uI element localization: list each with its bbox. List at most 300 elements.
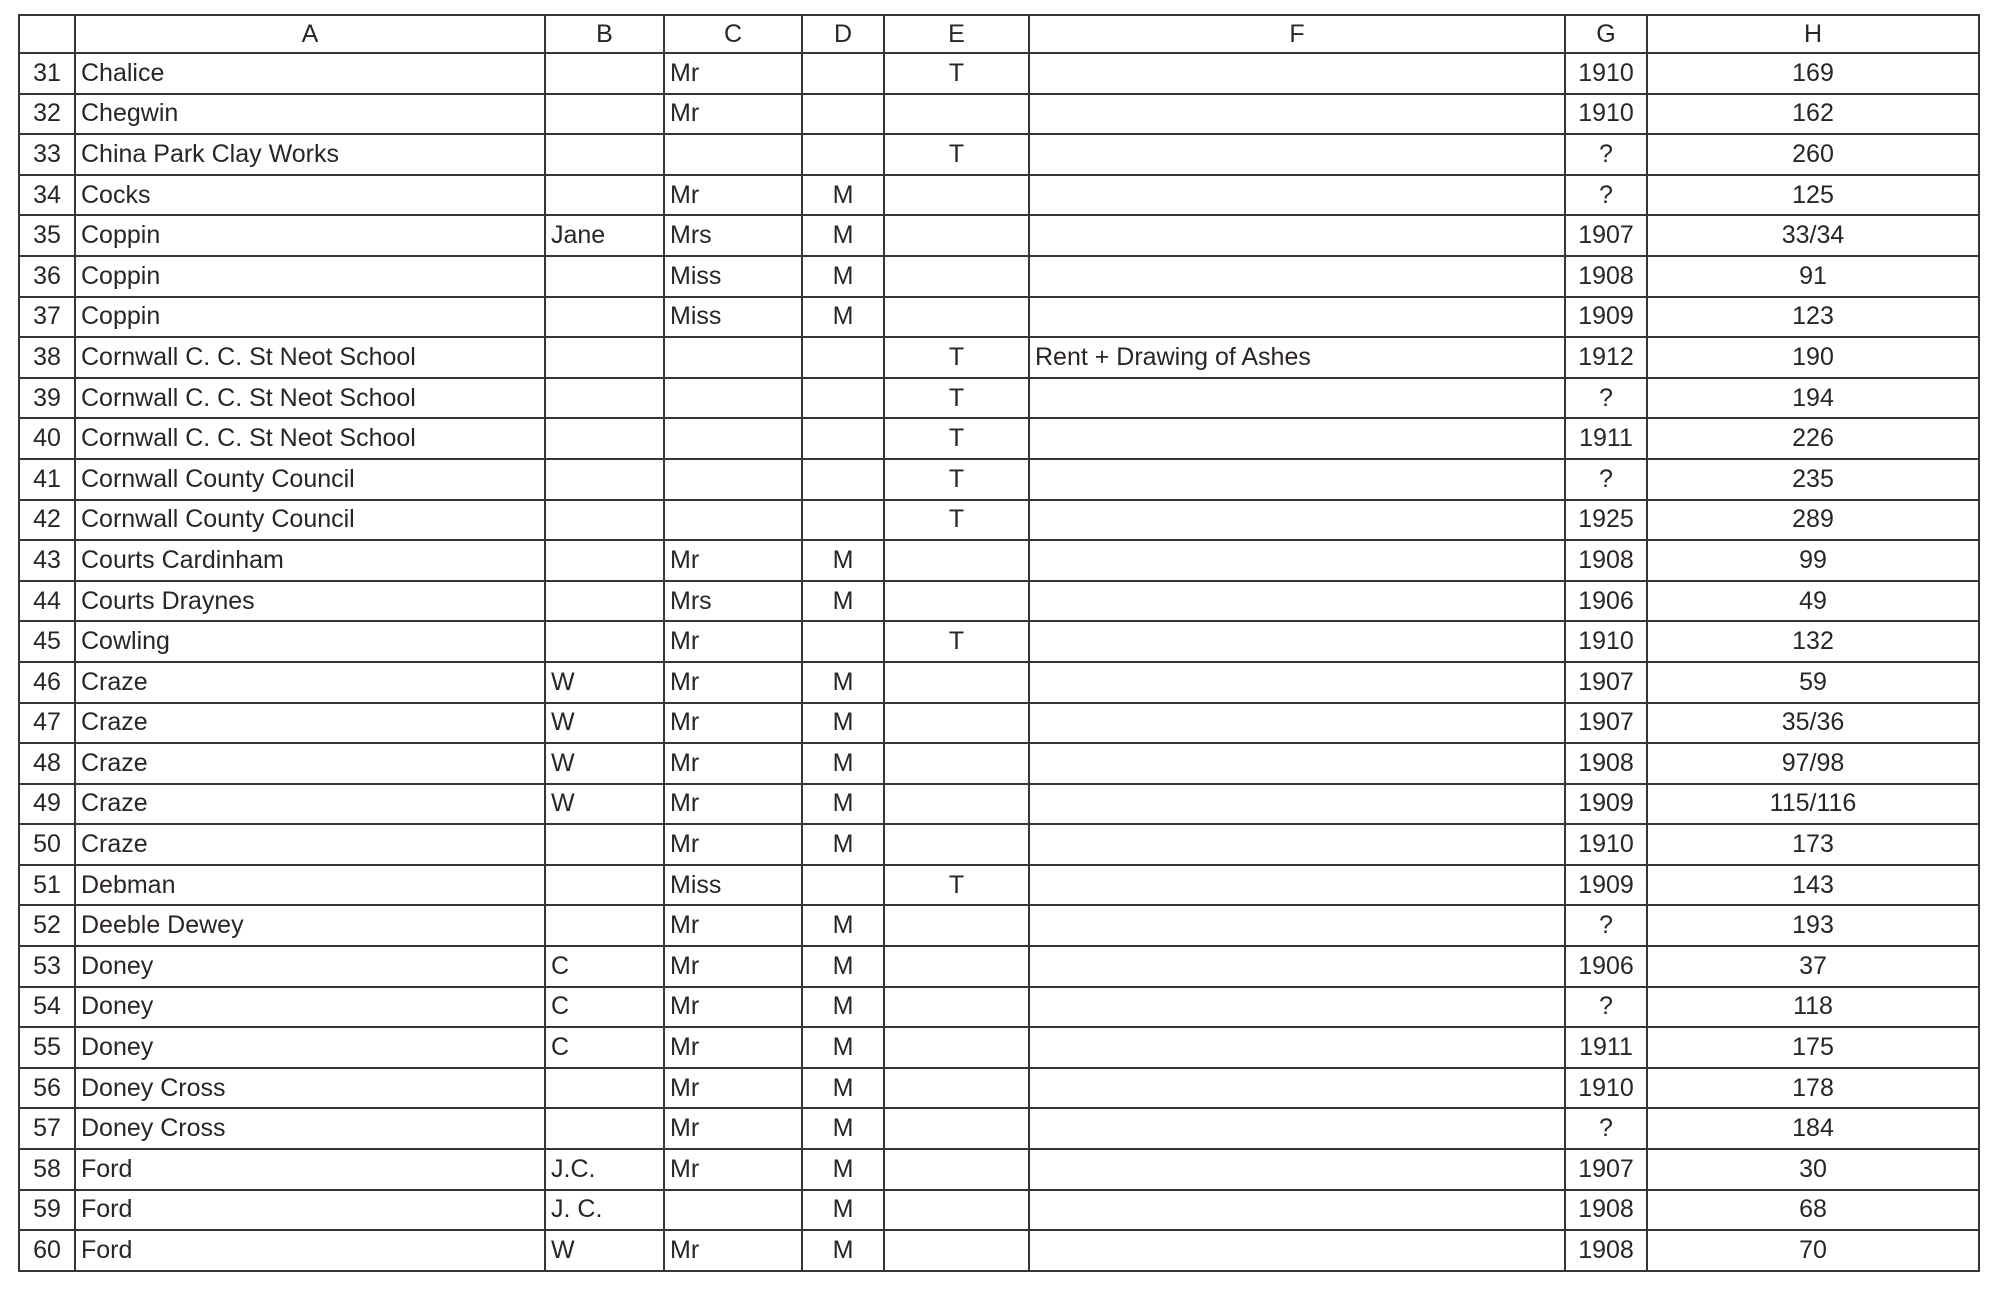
table-row: [19, 1108, 1979, 1149]
cell-b[interactable]: [545, 53, 664, 94]
cell-f[interactable]: [1029, 418, 1565, 459]
cell-a[interactable]: China Park Clay Works: [75, 134, 545, 175]
cell-g[interactable]: 1910: [1565, 824, 1647, 865]
cell-c[interactable]: [664, 337, 802, 378]
cell-d[interactable]: [802, 621, 884, 662]
cell-b[interactable]: W: [545, 784, 664, 825]
table-row: [19, 500, 1979, 541]
cell-c[interactable]: Mr: [664, 703, 802, 744]
cell-f[interactable]: [1029, 1190, 1565, 1231]
cell-g[interactable]: 1908: [1565, 743, 1647, 784]
table-row: [19, 987, 1979, 1028]
cell-b[interactable]: [545, 540, 664, 581]
cell-f[interactable]: [1029, 94, 1565, 135]
cell-f[interactable]: [1029, 297, 1565, 338]
cell-e[interactable]: T: [884, 418, 1029, 459]
cell-c[interactable]: Mr: [664, 946, 802, 987]
cell-g[interactable]: 1912: [1565, 337, 1647, 378]
cell-a[interactable]: Doney: [75, 946, 545, 987]
cell-e[interactable]: [884, 946, 1029, 987]
column-header-f[interactable]: F: [1029, 15, 1565, 53]
cell-d[interactable]: M: [802, 784, 884, 825]
cell-g[interactable]: ?: [1565, 134, 1647, 175]
cell-d[interactable]: [802, 418, 884, 459]
cell-d[interactable]: M: [802, 1027, 884, 1068]
cell-b[interactable]: [545, 256, 664, 297]
row-number[interactable]: 46: [19, 662, 75, 703]
cell-d[interactable]: [802, 378, 884, 419]
cell-d[interactable]: M: [802, 175, 884, 216]
cell-h[interactable]: 194: [1647, 378, 1979, 419]
spreadsheet-table: [18, 14, 1980, 1272]
cell-f[interactable]: Rent + Drawing of Ashes: [1029, 337, 1565, 378]
cell-h[interactable]: 289: [1647, 500, 1979, 541]
cell-f[interactable]: [1029, 905, 1565, 946]
cell-h[interactable]: 184: [1647, 1108, 1979, 1149]
cell-b[interactable]: Jane: [545, 215, 664, 256]
cell-b[interactable]: [545, 621, 664, 662]
cell-e[interactable]: T: [884, 459, 1029, 500]
cell-d[interactable]: [802, 459, 884, 500]
cell-g[interactable]: 1908: [1565, 256, 1647, 297]
cell-b[interactable]: [545, 134, 664, 175]
cell-d[interactable]: M: [802, 743, 884, 784]
cell-b[interactable]: [545, 824, 664, 865]
cell-a[interactable]: Cowling: [75, 621, 545, 662]
table-row: [19, 905, 1979, 946]
table-row: [19, 743, 1979, 784]
cell-e[interactable]: [884, 215, 1029, 256]
cell-d[interactable]: [802, 337, 884, 378]
cell-d[interactable]: M: [802, 215, 884, 256]
cell-e[interactable]: [884, 1230, 1029, 1271]
cell-e[interactable]: [884, 662, 1029, 703]
cell-g[interactable]: 1910: [1565, 621, 1647, 662]
cell-b[interactable]: [545, 378, 664, 419]
cell-d[interactable]: M: [802, 662, 884, 703]
row-number[interactable]: 34: [19, 175, 75, 216]
table-row: [19, 1230, 1979, 1271]
cell-e[interactable]: [884, 1027, 1029, 1068]
table-row: [19, 1190, 1979, 1231]
cell-a[interactable]: Ford: [75, 1149, 545, 1190]
row-number[interactable]: 60: [19, 1230, 75, 1271]
cell-g[interactable]: 1908: [1565, 1230, 1647, 1271]
cell-e[interactable]: [884, 905, 1029, 946]
cell-g[interactable]: 1907: [1565, 662, 1647, 703]
cell-a[interactable]: Chegwin: [75, 94, 545, 135]
table-row: [19, 175, 1979, 216]
cell-e[interactable]: [884, 824, 1029, 865]
cell-d[interactable]: M: [802, 1190, 884, 1231]
cell-g[interactable]: 1908: [1565, 540, 1647, 581]
cell-g[interactable]: ?: [1565, 459, 1647, 500]
cell-d[interactable]: [802, 134, 884, 175]
row-number[interactable]: 53: [19, 946, 75, 987]
cell-a[interactable]: Courts Cardinham: [75, 540, 545, 581]
cell-c[interactable]: Mr: [664, 94, 802, 135]
row-number[interactable]: 49: [19, 784, 75, 825]
cell-h[interactable]: 173: [1647, 824, 1979, 865]
row-number[interactable]: 35: [19, 215, 75, 256]
cell-b[interactable]: [545, 459, 664, 500]
cell-f[interactable]: [1029, 1027, 1565, 1068]
cell-d[interactable]: M: [802, 1108, 884, 1149]
cell-f[interactable]: [1029, 1068, 1565, 1109]
table-row: [19, 1068, 1979, 1109]
column-header-c[interactable]: C: [664, 15, 802, 53]
cell-f[interactable]: [1029, 540, 1565, 581]
row-number[interactable]: 56: [19, 1068, 75, 1109]
cell-h[interactable]: 175: [1647, 1027, 1979, 1068]
column-header-b[interactable]: B: [545, 15, 664, 53]
cell-f[interactable]: [1029, 581, 1565, 622]
cell-f[interactable]: [1029, 784, 1565, 825]
cell-a[interactable]: Doney: [75, 1027, 545, 1068]
cell-h[interactable]: 91: [1647, 256, 1979, 297]
cell-e[interactable]: [884, 703, 1029, 744]
cell-d[interactable]: M: [802, 581, 884, 622]
cell-d[interactable]: M: [802, 1230, 884, 1271]
cell-f[interactable]: [1029, 256, 1565, 297]
row-number[interactable]: 32: [19, 94, 75, 135]
cell-c[interactable]: Miss: [664, 297, 802, 338]
column-header-row: [19, 15, 1979, 53]
cell-f[interactable]: [1029, 987, 1565, 1028]
cell-h[interactable]: 59: [1647, 662, 1979, 703]
row-number[interactable]: 43: [19, 540, 75, 581]
row-number[interactable]: 51: [19, 865, 75, 906]
cell-b[interactable]: W: [545, 662, 664, 703]
cell-c[interactable]: Mr: [664, 540, 802, 581]
row-number[interactable]: 31: [19, 53, 75, 94]
cell-g[interactable]: ?: [1565, 905, 1647, 946]
cell-c[interactable]: Mr: [664, 1027, 802, 1068]
cell-c[interactable]: Mr: [664, 905, 802, 946]
cell-d[interactable]: M: [802, 703, 884, 744]
cell-c[interactable]: Mr: [664, 1108, 802, 1149]
cell-d[interactable]: M: [802, 1149, 884, 1190]
cell-f[interactable]: [1029, 215, 1565, 256]
cell-b[interactable]: [545, 297, 664, 338]
cell-h[interactable]: 162: [1647, 94, 1979, 135]
cell-h[interactable]: 143: [1647, 865, 1979, 906]
corner-header[interactable]: [19, 15, 75, 53]
cell-a[interactable]: Doney Cross: [75, 1068, 545, 1109]
cell-e[interactable]: [884, 1149, 1029, 1190]
column-header-a[interactable]: A: [75, 15, 545, 53]
cell-f[interactable]: [1029, 946, 1565, 987]
cell-a[interactable]: Cornwall C. C. St Neot School: [75, 378, 545, 419]
cell-d[interactable]: [802, 94, 884, 135]
row-number[interactable]: 33: [19, 134, 75, 175]
cell-e[interactable]: [884, 540, 1029, 581]
cell-b[interactable]: [545, 581, 664, 622]
cell-h[interactable]: 49: [1647, 581, 1979, 622]
cell-a[interactable]: Doney: [75, 987, 545, 1028]
row-number[interactable]: 39: [19, 378, 75, 419]
cell-g[interactable]: 1907: [1565, 215, 1647, 256]
cell-e[interactable]: [884, 297, 1029, 338]
cell-g[interactable]: ?: [1565, 1108, 1647, 1149]
cell-h[interactable]: 193: [1647, 905, 1979, 946]
cell-a[interactable]: Cornwall C. C. St Neot School: [75, 418, 545, 459]
cell-f[interactable]: [1029, 134, 1565, 175]
cell-c[interactable]: Mr: [664, 53, 802, 94]
row-number[interactable]: 38: [19, 337, 75, 378]
cell-f[interactable]: [1029, 459, 1565, 500]
cell-c[interactable]: Mr: [664, 621, 802, 662]
cell-h[interactable]: 123: [1647, 297, 1979, 338]
cell-h[interactable]: 125: [1647, 175, 1979, 216]
cell-a[interactable]: Ford: [75, 1190, 545, 1231]
cell-d[interactable]: M: [802, 905, 884, 946]
cell-a[interactable]: Craze: [75, 703, 545, 744]
cell-g[interactable]: 1906: [1565, 581, 1647, 622]
cell-a[interactable]: Cocks: [75, 175, 545, 216]
cell-g[interactable]: 1911: [1565, 418, 1647, 459]
cell-c[interactable]: Mr: [664, 784, 802, 825]
cell-a[interactable]: Debman: [75, 865, 545, 906]
cell-f[interactable]: [1029, 1230, 1565, 1271]
row-number[interactable]: 50: [19, 824, 75, 865]
cell-c[interactable]: Miss: [664, 256, 802, 297]
cell-a[interactable]: Craze: [75, 662, 545, 703]
row-number[interactable]: 37: [19, 297, 75, 338]
cell-a[interactable]: Coppin: [75, 256, 545, 297]
cell-h[interactable]: 226: [1647, 418, 1979, 459]
cell-g[interactable]: 1907: [1565, 703, 1647, 744]
cell-c[interactable]: Mrs: [664, 581, 802, 622]
cell-d[interactable]: [802, 500, 884, 541]
cell-e[interactable]: [884, 175, 1029, 216]
cell-g[interactable]: ?: [1565, 378, 1647, 419]
cell-c[interactable]: Mr: [664, 1149, 802, 1190]
cell-c[interactable]: Mr: [664, 743, 802, 784]
cell-b[interactable]: [545, 500, 664, 541]
cell-e[interactable]: T: [884, 53, 1029, 94]
cell-b[interactable]: [545, 1068, 664, 1109]
column-header-g[interactable]: G: [1565, 15, 1647, 53]
table-row: [19, 784, 1979, 825]
cell-b[interactable]: J. C.: [545, 1190, 664, 1231]
cell-d[interactable]: [802, 53, 884, 94]
cell-a[interactable]: Craze: [75, 743, 545, 784]
cell-h[interactable]: 30: [1647, 1149, 1979, 1190]
cell-b[interactable]: [545, 94, 664, 135]
cell-c[interactable]: Mrs: [664, 215, 802, 256]
row-number[interactable]: 47: [19, 703, 75, 744]
cell-g[interactable]: 1910: [1565, 53, 1647, 94]
cell-b[interactable]: [545, 337, 664, 378]
row-number[interactable]: 54: [19, 987, 75, 1028]
cell-h[interactable]: 190: [1647, 337, 1979, 378]
row-number[interactable]: 55: [19, 1027, 75, 1068]
cell-b[interactable]: C: [545, 987, 664, 1028]
cell-h[interactable]: 97/98: [1647, 743, 1979, 784]
cell-h[interactable]: 35/36: [1647, 703, 1979, 744]
cell-c[interactable]: Mr: [664, 987, 802, 1028]
table-row: [19, 1149, 1979, 1190]
cell-e[interactable]: T: [884, 865, 1029, 906]
cell-b[interactable]: W: [545, 1230, 664, 1271]
cell-b[interactable]: [545, 865, 664, 906]
cell-c[interactable]: Mr: [664, 175, 802, 216]
cell-h[interactable]: 118: [1647, 987, 1979, 1028]
cell-f[interactable]: [1029, 53, 1565, 94]
row-number[interactable]: 52: [19, 905, 75, 946]
cell-e[interactable]: T: [884, 134, 1029, 175]
cell-d[interactable]: M: [802, 946, 884, 987]
cell-d[interactable]: M: [802, 824, 884, 865]
cell-c[interactable]: Mr: [664, 1230, 802, 1271]
cell-c[interactable]: [664, 418, 802, 459]
cell-g[interactable]: ?: [1565, 987, 1647, 1028]
cell-g[interactable]: 1908: [1565, 1190, 1647, 1231]
cell-c[interactable]: Miss: [664, 865, 802, 906]
cell-b[interactable]: C: [545, 946, 664, 987]
cell-d[interactable]: M: [802, 1068, 884, 1109]
cell-f[interactable]: [1029, 500, 1565, 541]
cell-f[interactable]: [1029, 662, 1565, 703]
cell-a[interactable]: Cornwall County Council: [75, 500, 545, 541]
sheet-body: [19, 53, 1979, 1271]
cell-e[interactable]: [884, 1068, 1029, 1109]
cell-a[interactable]: Craze: [75, 824, 545, 865]
row-number[interactable]: 40: [19, 418, 75, 459]
cell-h[interactable]: 169: [1647, 53, 1979, 94]
column-header-h[interactable]: H: [1647, 15, 1979, 53]
cell-f[interactable]: [1029, 621, 1565, 662]
cell-h[interactable]: 99: [1647, 540, 1979, 581]
cell-h[interactable]: 68: [1647, 1190, 1979, 1231]
cell-g[interactable]: 1909: [1565, 784, 1647, 825]
cell-h[interactable]: 33/34: [1647, 215, 1979, 256]
cell-a[interactable]: Coppin: [75, 215, 545, 256]
cell-g[interactable]: 1909: [1565, 865, 1647, 906]
cell-h[interactable]: 132: [1647, 621, 1979, 662]
cell-c[interactable]: Mr: [664, 1068, 802, 1109]
cell-a[interactable]: Ford: [75, 1230, 545, 1271]
cell-c[interactable]: Mr: [664, 662, 802, 703]
cell-d[interactable]: [802, 865, 884, 906]
row-number[interactable]: 44: [19, 581, 75, 622]
cell-b[interactable]: C: [545, 1027, 664, 1068]
cell-b[interactable]: [545, 418, 664, 459]
cell-a[interactable]: Coppin: [75, 297, 545, 338]
row-number[interactable]: 59: [19, 1190, 75, 1231]
cell-h[interactable]: 70: [1647, 1230, 1979, 1271]
cell-e[interactable]: T: [884, 500, 1029, 541]
table-row: [19, 824, 1979, 865]
cell-d[interactable]: M: [802, 540, 884, 581]
cell-f[interactable]: [1029, 743, 1565, 784]
row-number[interactable]: 58: [19, 1149, 75, 1190]
cell-b[interactable]: [545, 905, 664, 946]
cell-h[interactable]: 37: [1647, 946, 1979, 987]
cell-c[interactable]: [664, 134, 802, 175]
table-row: [19, 1027, 1979, 1068]
cell-c[interactable]: Mr: [664, 824, 802, 865]
cell-e[interactable]: [884, 256, 1029, 297]
cell-a[interactable]: Cornwall County Council: [75, 459, 545, 500]
table-row: [19, 459, 1979, 500]
cell-f[interactable]: [1029, 865, 1565, 906]
cell-c[interactable]: [664, 500, 802, 541]
cell-d[interactable]: M: [802, 987, 884, 1028]
cell-g[interactable]: 1910: [1565, 94, 1647, 135]
cell-a[interactable]: Chalice: [75, 53, 545, 94]
row-number[interactable]: 42: [19, 500, 75, 541]
column-header-e[interactable]: E: [884, 15, 1029, 53]
cell-g[interactable]: 1911: [1565, 1027, 1647, 1068]
cell-g[interactable]: 1906: [1565, 946, 1647, 987]
cell-b[interactable]: [545, 1108, 664, 1149]
row-number[interactable]: 48: [19, 743, 75, 784]
cell-g[interactable]: ?: [1565, 175, 1647, 216]
cell-g[interactable]: 1907: [1565, 1149, 1647, 1190]
cell-e[interactable]: [884, 987, 1029, 1028]
cell-f[interactable]: [1029, 703, 1565, 744]
cell-f[interactable]: [1029, 1108, 1565, 1149]
cell-a[interactable]: Doney Cross: [75, 1108, 545, 1149]
cell-e[interactable]: T: [884, 337, 1029, 378]
row-number[interactable]: 36: [19, 256, 75, 297]
column-header-d[interactable]: D: [802, 15, 884, 53]
cell-h[interactable]: 178: [1647, 1068, 1979, 1109]
cell-h[interactable]: 235: [1647, 459, 1979, 500]
cell-c[interactable]: [664, 1190, 802, 1231]
cell-a[interactable]: Deeble Dewey: [75, 905, 545, 946]
cell-e[interactable]: [884, 743, 1029, 784]
cell-b[interactable]: J.C.: [545, 1149, 664, 1190]
cell-f[interactable]: [1029, 824, 1565, 865]
row-number[interactable]: 57: [19, 1108, 75, 1149]
table-row: [19, 946, 1979, 987]
cell-c[interactable]: [664, 459, 802, 500]
cell-h[interactable]: 115/116: [1647, 784, 1979, 825]
table-row: [19, 134, 1979, 175]
cell-e[interactable]: [884, 1190, 1029, 1231]
table-row: [19, 418, 1979, 459]
cell-e[interactable]: [884, 94, 1029, 135]
cell-f[interactable]: [1029, 175, 1565, 216]
cell-e[interactable]: T: [884, 621, 1029, 662]
row-number[interactable]: 45: [19, 621, 75, 662]
cell-d[interactable]: M: [802, 256, 884, 297]
cell-a[interactable]: Cornwall C. C. St Neot School: [75, 337, 545, 378]
table-row: [19, 215, 1979, 256]
cell-g[interactable]: 1925: [1565, 500, 1647, 541]
cell-e[interactable]: [884, 784, 1029, 825]
cell-d[interactable]: M: [802, 297, 884, 338]
cell-a[interactable]: Craze: [75, 784, 545, 825]
cell-h[interactable]: 260: [1647, 134, 1979, 175]
cell-g[interactable]: 1910: [1565, 1068, 1647, 1109]
cell-a[interactable]: Courts Draynes: [75, 581, 545, 622]
cell-b[interactable]: [545, 175, 664, 216]
cell-g[interactable]: 1909: [1565, 297, 1647, 338]
cell-e[interactable]: [884, 1108, 1029, 1149]
cell-f[interactable]: [1029, 1149, 1565, 1190]
cell-b[interactable]: W: [545, 703, 664, 744]
cell-c[interactable]: [664, 378, 802, 419]
cell-f[interactable]: [1029, 378, 1565, 419]
row-number[interactable]: 41: [19, 459, 75, 500]
cell-b[interactable]: W: [545, 743, 664, 784]
cell-e[interactable]: T: [884, 378, 1029, 419]
cell-e[interactable]: [884, 581, 1029, 622]
